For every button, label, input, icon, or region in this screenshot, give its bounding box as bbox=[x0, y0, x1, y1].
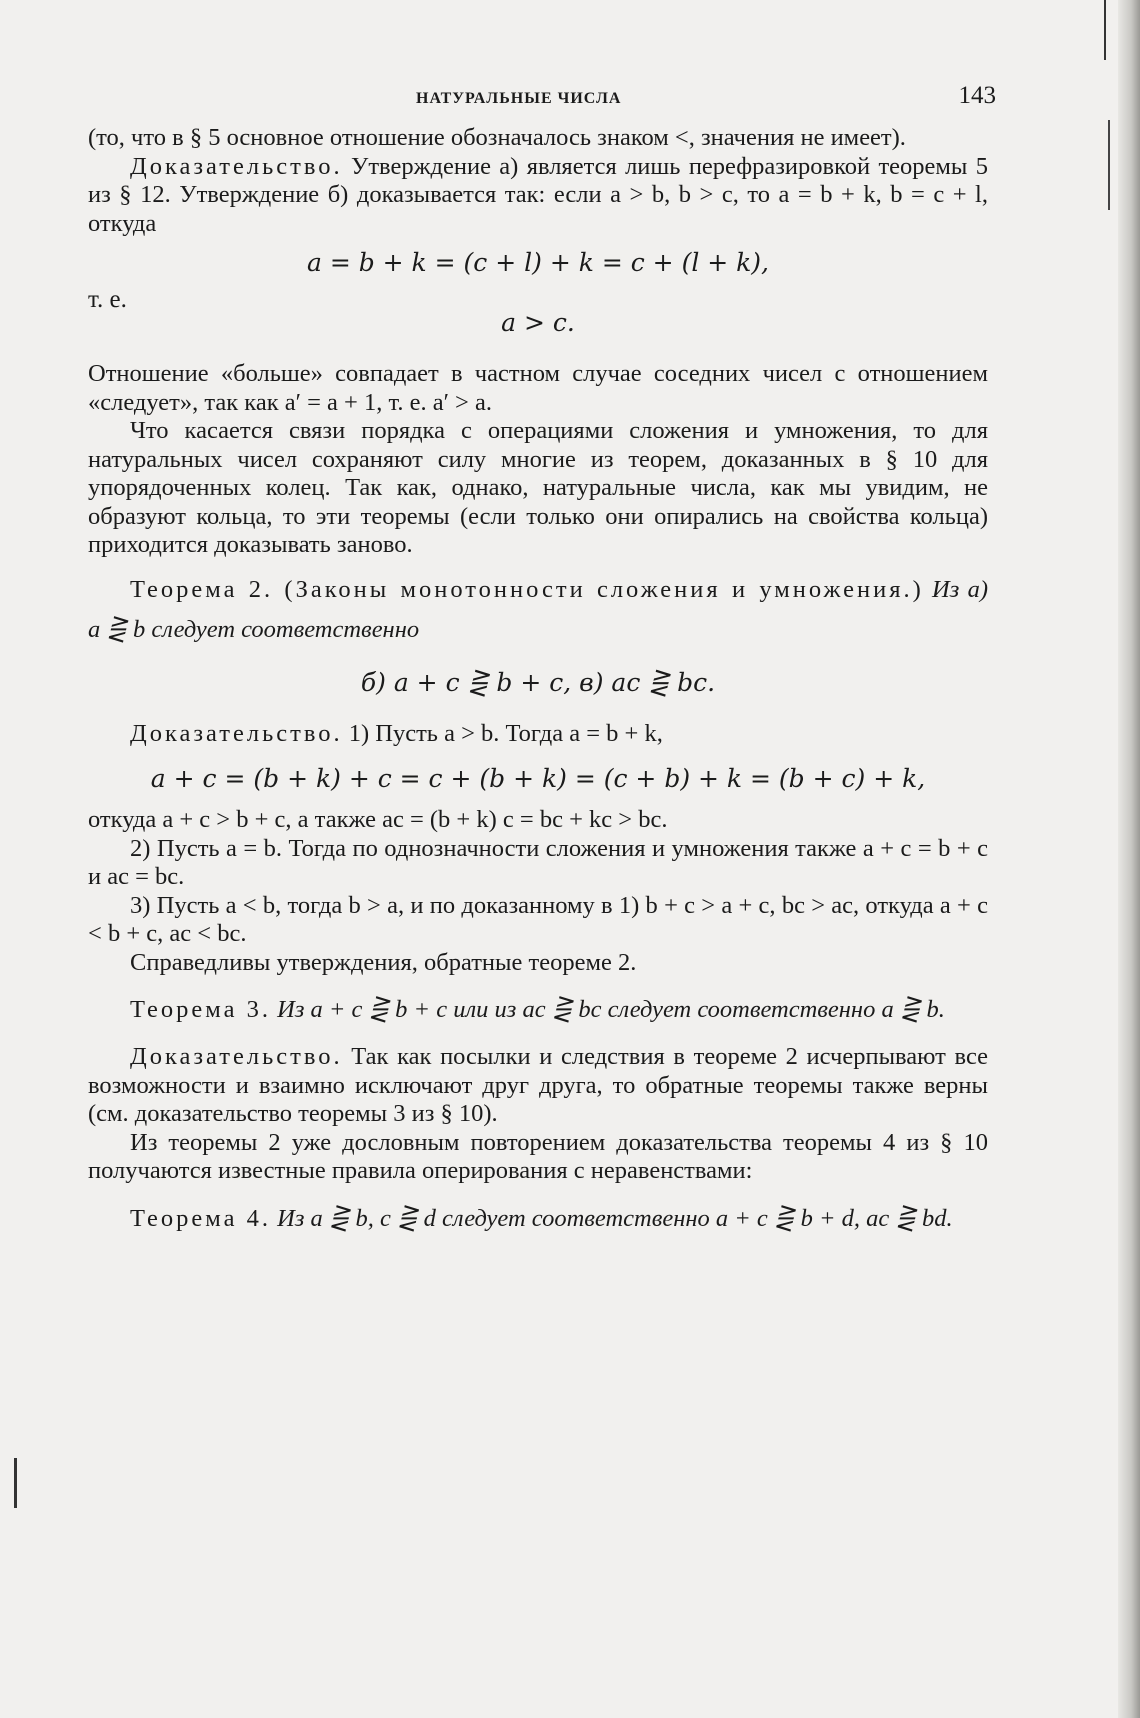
running-head: НАТУРАЛЬНЫЕ ЧИСЛА bbox=[416, 90, 622, 107]
paragraph-1: (то, что в § 5 основное отношение обозначалось знаком <, значения не имеет). bbox=[88, 124, 906, 151]
formula-4: a + c = (b + k) + c = c + (b + k) = (c + b) + k = (b + c) + k, bbox=[150, 764, 926, 793]
proof-2-line bbox=[88, 720, 988, 749]
proof-2-lead: Доказательство. bbox=[130, 719, 343, 747]
paragraph-3: Отношение «больше» совпадает в частном случае соседних чисел с отношением «следует», так как a′ = a + 1, т. е. a′ > a. bbox=[88, 360, 988, 416]
paragraph-8: Справедливы утверждения, обратные теореме 2. bbox=[130, 948, 637, 976]
theorem-4-lead: Теорема 4. bbox=[130, 1204, 271, 1232]
paragraph-4: Что касается связи порядка с операциями сложения и умножения, то для натуральных чисел сохраняют силу многие из теорем, доказанных в § 10 для упорядоченных колец. Так как, однако, натуральные числа, как мы увидим, не образуют кольца, то эти теоремы (если только они опирались на свойства кольца) приходится доказывать заново. bbox=[88, 417, 988, 558]
theorem-4 bbox=[88, 1196, 988, 1242]
theorem-3-text: Из a + c ⋛ b + c или из ac ⋛ bc следует соответственно a ⋛ b. bbox=[271, 996, 945, 1023]
theorem-2 bbox=[88, 570, 988, 650]
formula-row-1 bbox=[88, 248, 988, 286]
proof-paragraph bbox=[88, 153, 988, 239]
paragraph-6: 2) Пусть a = b. Тогда по однозначности сложения и умножения также a + c = b + c и ac = bc. bbox=[88, 834, 988, 890]
proof-3-lead: Доказательство. bbox=[130, 1043, 343, 1070]
proof-3-text: Так как посылки и следствия в теореме 2 исчерпывают все возможности и взаимно исключают друг друга, то обратные теоремы также верны (см. доказательство теоремы 3 из § 10). bbox=[88, 1043, 988, 1127]
formula-row-3 bbox=[88, 656, 988, 710]
page-edge-line bbox=[1104, 0, 1106, 60]
formula-row-2 bbox=[88, 286, 988, 342]
theorem-4-text: Из a ⋛ b, c ⋛ d следует соответственно a + c ⋛ b + d, ac ⋛ bd. bbox=[271, 1204, 953, 1232]
formula-row-4 bbox=[88, 748, 988, 806]
page-content bbox=[88, 80, 996, 1242]
paragraph-5: откуда a + c > b + c, а также ac = (b + k) c = bc + kc > bc. bbox=[88, 806, 668, 833]
proof-lead: Доказательство. bbox=[130, 152, 343, 180]
theorem-3-lead: Теорема 3. bbox=[130, 996, 271, 1023]
formula-1: a = b + k = (c + l) + k = c + (l + k), bbox=[306, 248, 770, 277]
proof-3 bbox=[88, 1043, 988, 1129]
page-header bbox=[88, 80, 996, 124]
page-number: 143 bbox=[958, 82, 996, 109]
page-edge-line-lower bbox=[1108, 120, 1110, 210]
theorem-2-lead: Теорема 2. (Законы монотонности сложения и умножения.) bbox=[130, 575, 924, 603]
theorem-2-text: Из а) a ⋛ b следует соответственно bbox=[88, 575, 988, 643]
margin-mark bbox=[14, 1458, 17, 1508]
paragraph-9: Из теоремы 2 уже дословным повторением доказательства теоремы 4 из § 10 получаются известные правила оперирования с неравенствами: bbox=[88, 1128, 988, 1184]
page-edge-shadow bbox=[1118, 0, 1140, 1718]
paragraph-7: 3) Пусть a < b, тогда b > a, и по доказанному в 1) b + c > a + c, bc > ac, откуда a + c < b + c, ac < bc. bbox=[88, 891, 988, 947]
theorem-3 bbox=[88, 987, 988, 1033]
te-label: т. е. bbox=[88, 286, 127, 313]
proof-2-text: 1) Пусть a > b. Тогда a = b + k, bbox=[342, 719, 663, 747]
formula-2: a > c. bbox=[501, 308, 575, 337]
formula-3: б) a + c ⋛ b + c, в) ac ⋛ bc. bbox=[360, 667, 716, 697]
proof-text: Утверждение а) является лишь перефразировкой теоремы 5 из § 12. Утверждение б) доказывается так: если a > b, b > c, то a = b + k, b = c + l, откуда bbox=[88, 152, 988, 237]
